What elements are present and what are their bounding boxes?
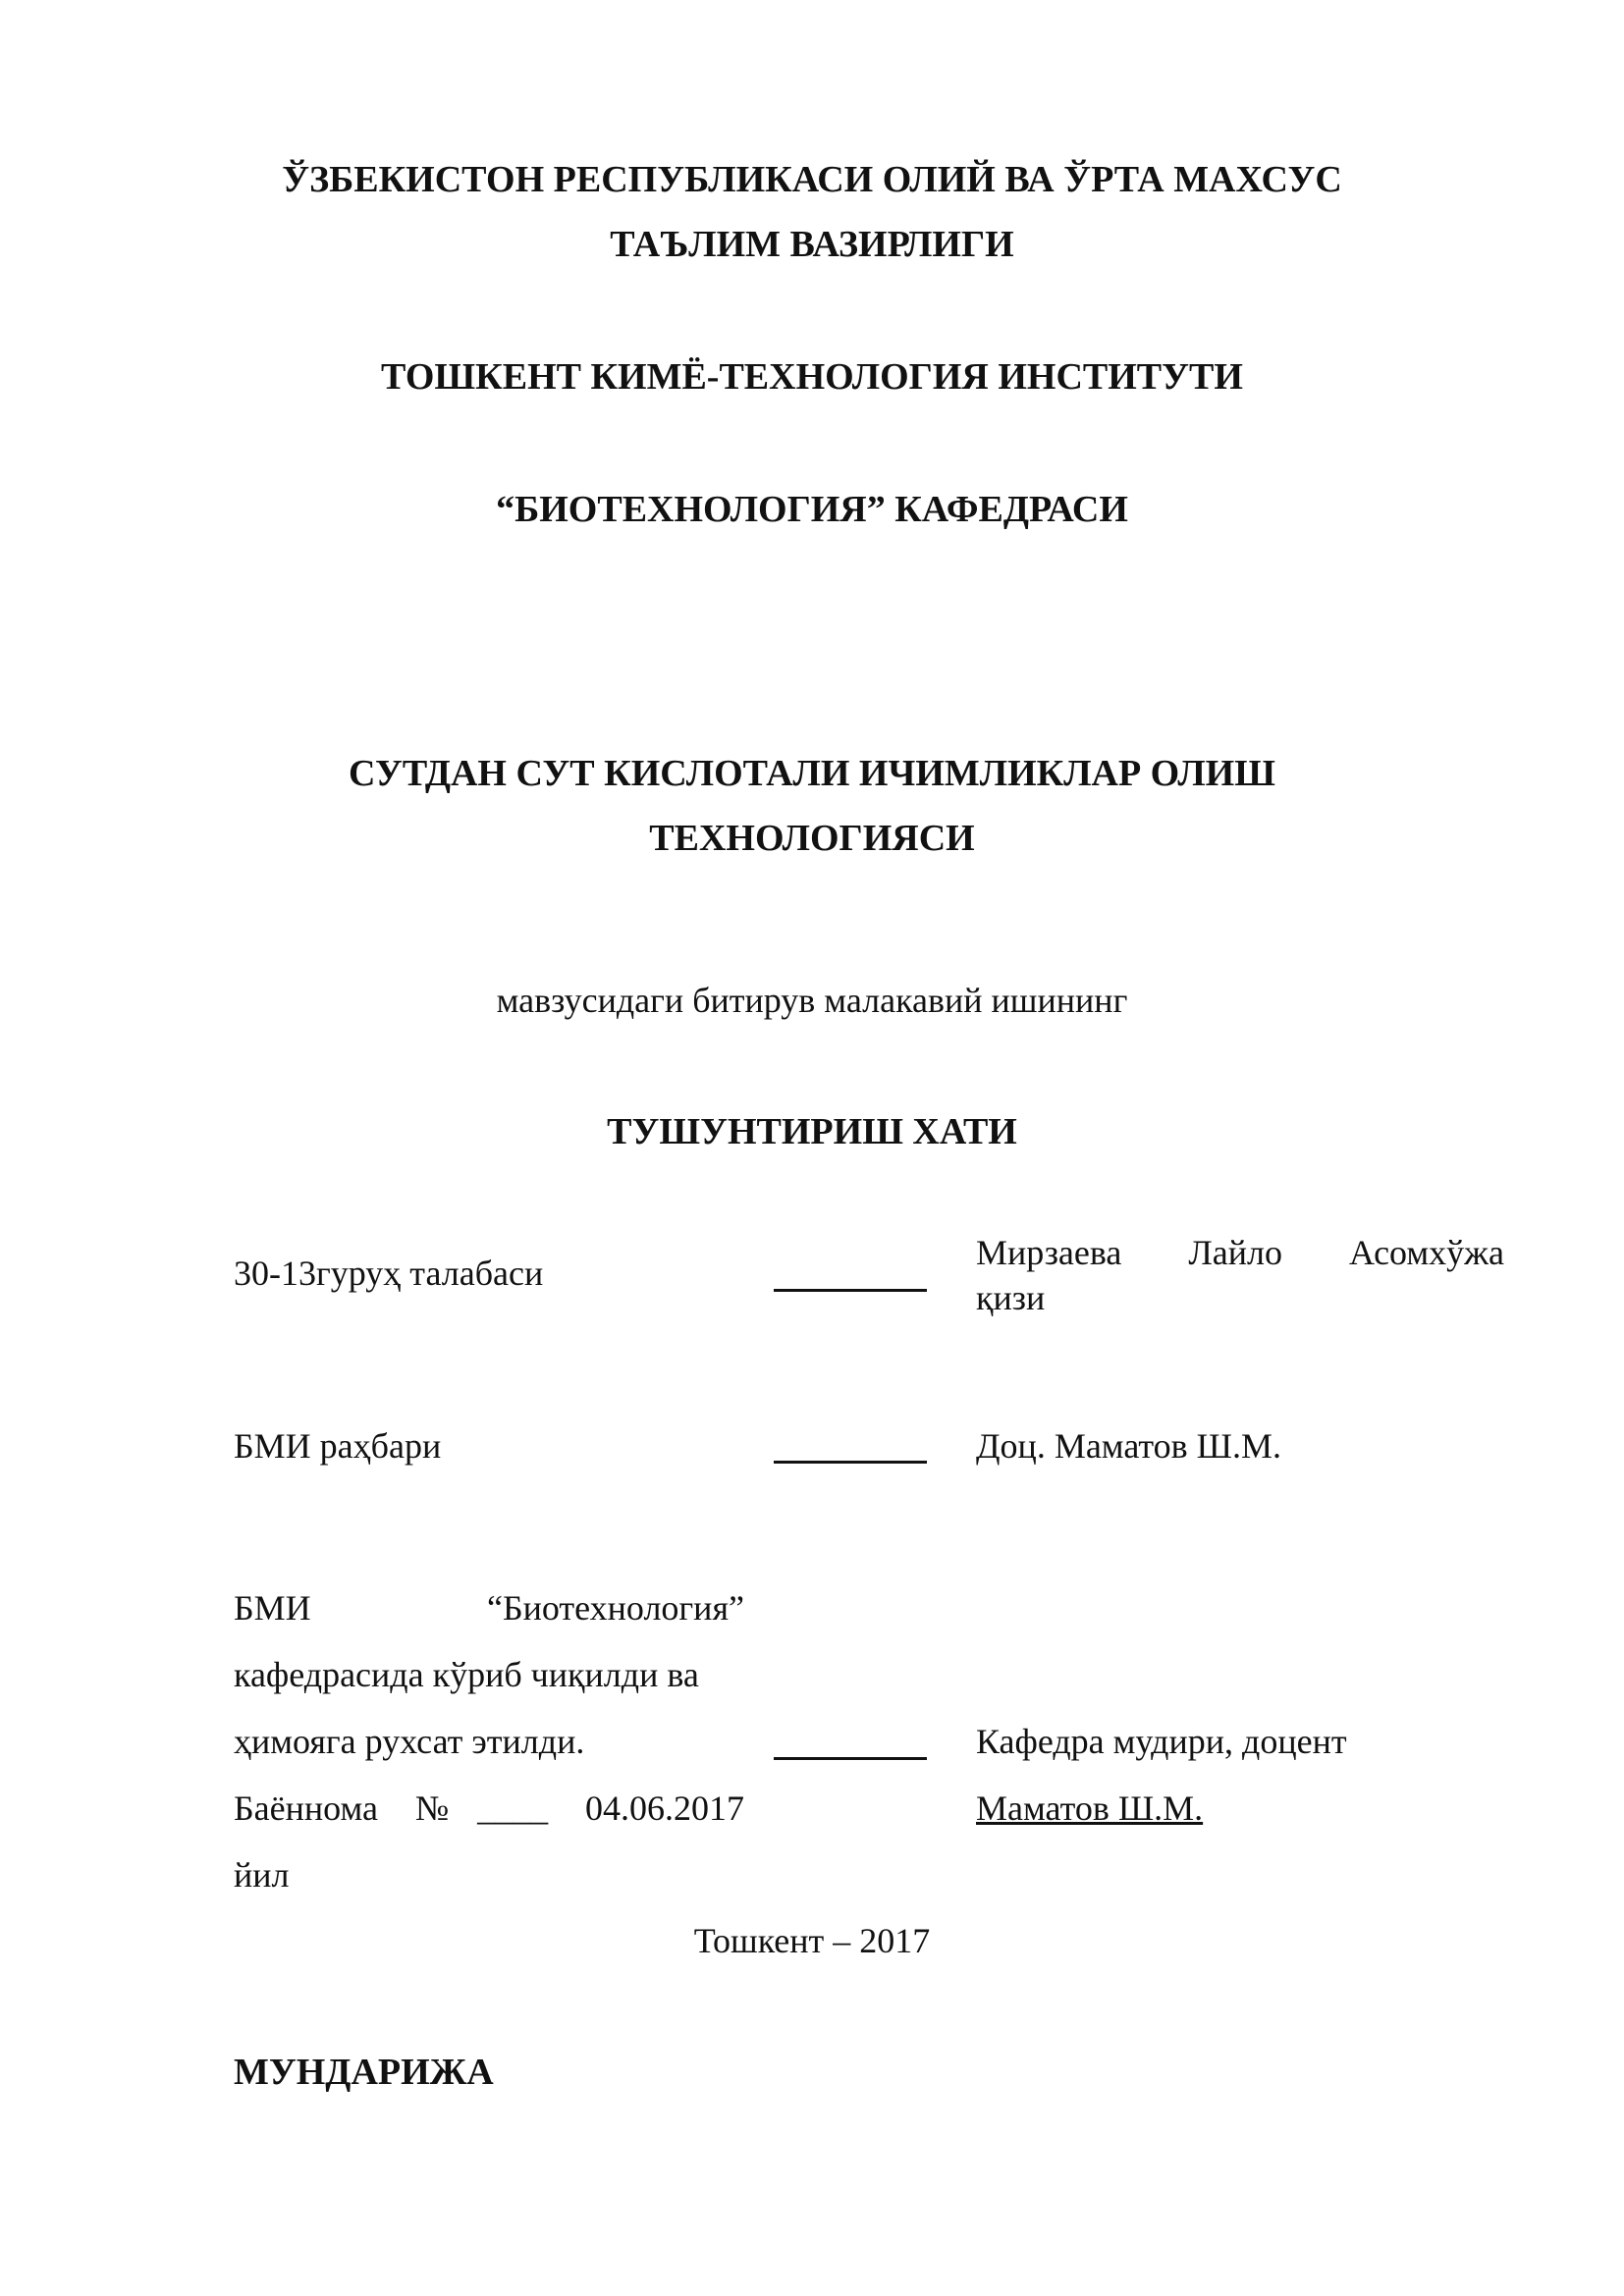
approval-line-4: Баённома №____ 04.06.2017 [234, 1789, 745, 1828]
approval-line-2: кафедрасида кўриб чиқилди ва [234, 1655, 699, 1694]
ministry-line-2: ТАЪЛИМ ВАЗИРЛИГИ [610, 224, 1014, 265]
department-name: “БИОТЕХНОЛОГИЯ” КАФЕДРАСИ [496, 489, 1128, 530]
topic-line-2: ТЕХНОЛОГИЯСИ [649, 818, 975, 859]
supervisor-signature-line [774, 1461, 927, 1464]
institute-name: ТОШКЕНТ КИМЁ-ТЕХНОЛОГИЯ ИНСТИТУТИ [381, 356, 1243, 398]
ministry-line-1: ЎЗБЕКИСТОН РЕСПУБЛИКАСИ ОЛИЙ ВА ЎРТА МАХСУС [282, 159, 1342, 200]
supervisor-name: Доц. Маматов Ш.М. [976, 1426, 1281, 1466]
student-signature-line [774, 1289, 927, 1292]
approval-line-5: йил [234, 1855, 290, 1895]
department-head-title: Кафедра мудири, доцент [976, 1722, 1347, 1761]
approval-line-3: ҳимояга рухсат этилди. [234, 1722, 585, 1761]
student-name-line-1: Мирзаева Лайло Асомхўжа [976, 1233, 1504, 1272]
place-and-year: Тошкент – 2017 [693, 1921, 931, 1960]
subtitle: мавзусидаги битирув малакавий ишининг [496, 981, 1128, 1020]
topic-line-1: СУТДАН СУТ КИСЛОТАЛИ ИЧИМЛИКЛАР ОЛИШ [349, 753, 1275, 794]
supervisor-role: БМИ раҳбари [234, 1426, 442, 1466]
department-head-name: Маматов Ш.М. [976, 1789, 1204, 1828]
document-type: ТУШУНТИРИШ ХАТИ [607, 1111, 1017, 1152]
student-role: 30-13гуруҳ талабаси [234, 1254, 544, 1293]
head-signature-line [774, 1757, 927, 1760]
student-name-line-2: қизи [976, 1278, 1046, 1317]
approval-line-1: БМИ “Биотехнология” [234, 1588, 744, 1628]
contents-heading: МУНДАРИЖА [234, 2052, 494, 2093]
